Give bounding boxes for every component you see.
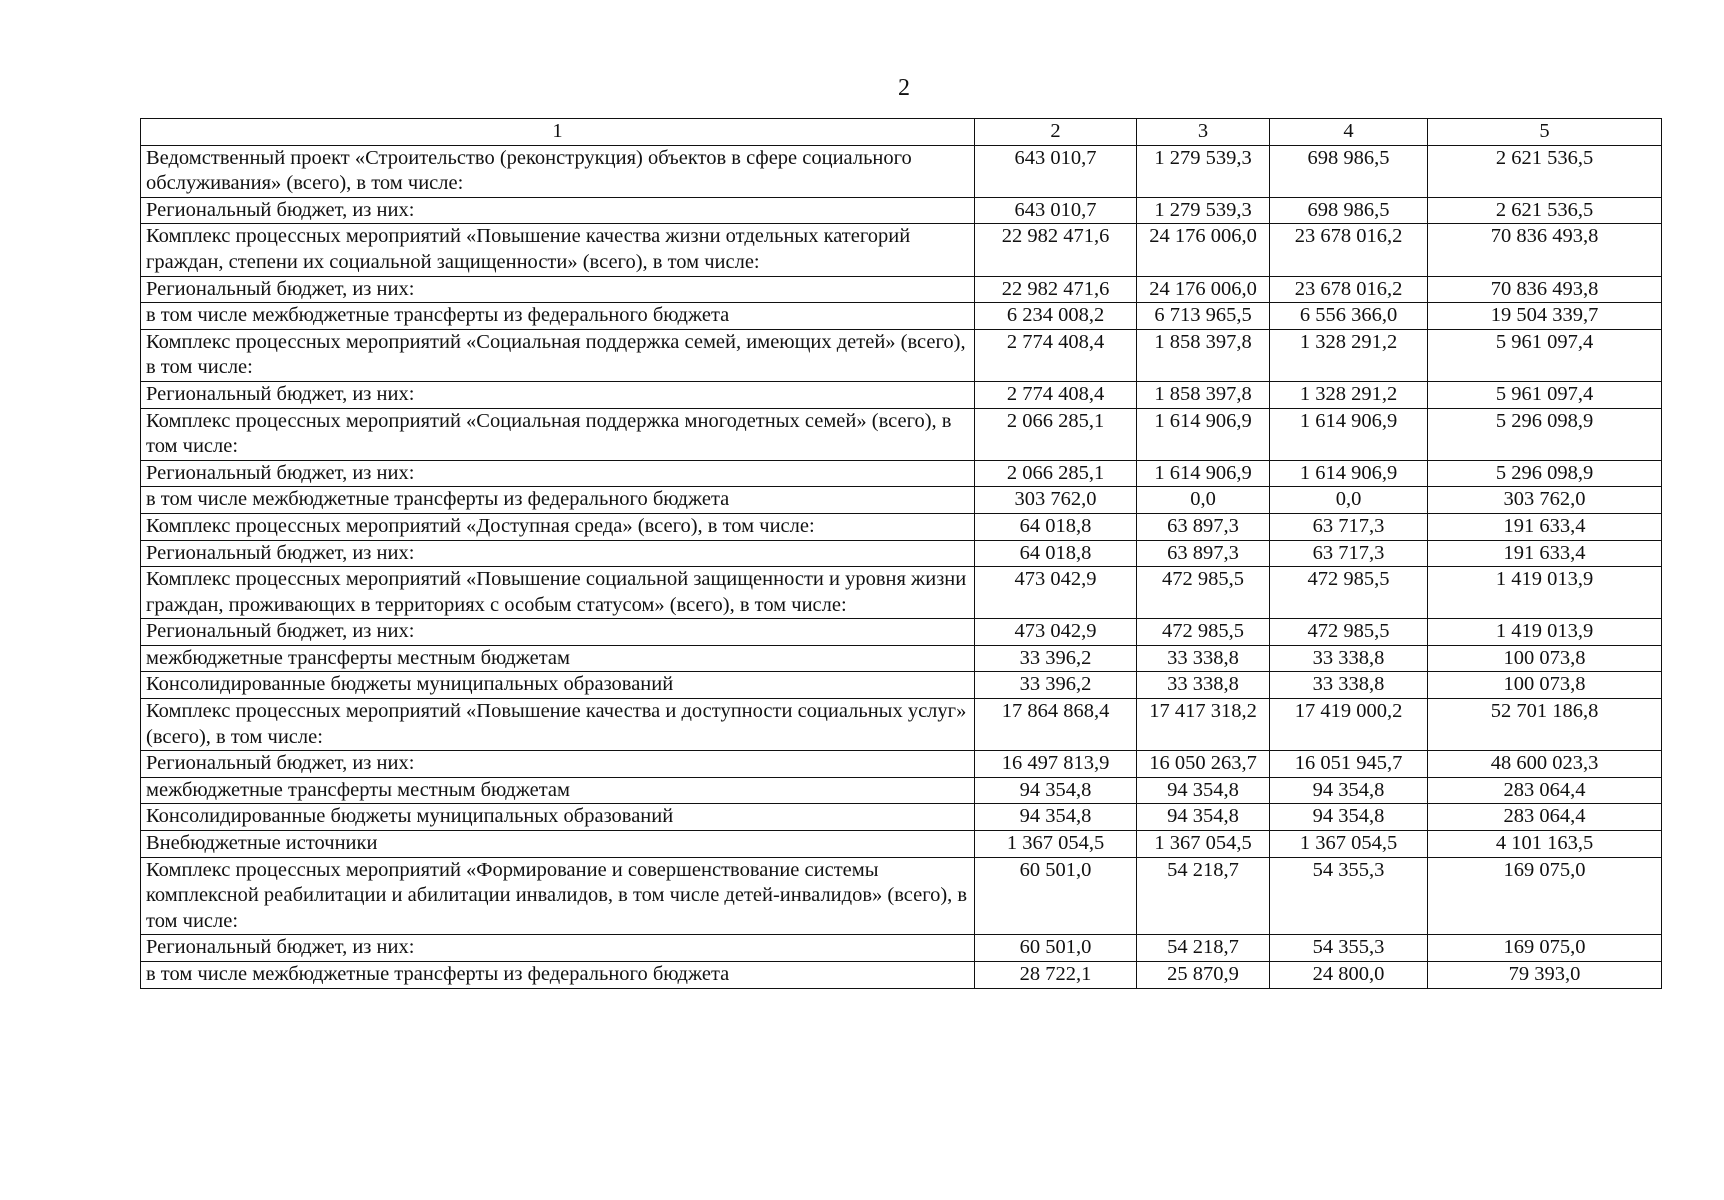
column-header: 4 (1270, 119, 1428, 146)
value-cell: 5 961 097,4 (1428, 381, 1662, 408)
value-cell: 28 722,1 (975, 962, 1137, 989)
value-cell: 1 419 013,9 (1428, 567, 1662, 619)
value-cell: 169 075,0 (1428, 857, 1662, 935)
value-cell: 25 870,9 (1137, 962, 1270, 989)
value-cell: 16 050 263,7 (1137, 751, 1270, 778)
value-cell: 1 614 906,9 (1137, 460, 1270, 487)
value-cell: 1 614 906,9 (1137, 408, 1270, 460)
value-cell: 63 717,3 (1270, 513, 1428, 540)
table-row (141, 672, 1662, 699)
table-row (141, 329, 1662, 381)
value-cell: 54 355,3 (1270, 857, 1428, 935)
value-cell: 79 393,0 (1428, 962, 1662, 989)
value-cell: 22 982 471,6 (975, 276, 1137, 303)
value-cell: 24 176 006,0 (1137, 276, 1270, 303)
table-row (141, 804, 1662, 831)
value-cell: 1 858 397,8 (1137, 381, 1270, 408)
value-cell: 33 396,2 (975, 672, 1137, 699)
value-cell: 283 064,4 (1428, 777, 1662, 804)
row-label: Региональный бюджет, из них: (141, 197, 975, 224)
value-cell: 17 864 868,4 (975, 699, 1137, 751)
value-cell: 472 985,5 (1270, 567, 1428, 619)
table-row (141, 645, 1662, 672)
value-cell: 64 018,8 (975, 513, 1137, 540)
table-row (141, 619, 1662, 646)
value-cell: 643 010,7 (975, 197, 1137, 224)
value-cell: 33 396,2 (975, 645, 1137, 672)
value-cell: 63 897,3 (1137, 513, 1270, 540)
value-cell: 2 621 536,5 (1428, 197, 1662, 224)
value-cell: 54 355,3 (1270, 935, 1428, 962)
table-header (141, 119, 1662, 146)
value-cell: 33 338,8 (1137, 672, 1270, 699)
column-header: 2 (975, 119, 1137, 146)
value-cell: 16 497 813,9 (975, 751, 1137, 778)
row-label: Консолидированные бюджеты муниципальных образований (141, 804, 975, 831)
value-cell: 17 417 318,2 (1137, 699, 1270, 751)
value-cell: 22 982 471,6 (975, 224, 1137, 276)
value-cell: 24 800,0 (1270, 962, 1428, 989)
table-row (141, 224, 1662, 276)
value-cell: 5 296 098,9 (1428, 408, 1662, 460)
value-cell: 2 066 285,1 (975, 408, 1137, 460)
value-cell: 1 367 054,5 (1270, 831, 1428, 858)
value-cell: 23 678 016,2 (1270, 276, 1428, 303)
column-header: 1 (141, 119, 975, 146)
value-cell: 48 600 023,3 (1428, 751, 1662, 778)
table-body (141, 145, 1662, 988)
value-cell: 6 713 965,5 (1137, 303, 1270, 330)
value-cell: 94 354,8 (1270, 777, 1428, 804)
value-cell: 4 101 163,5 (1428, 831, 1662, 858)
value-cell: 33 338,8 (1270, 672, 1428, 699)
table-row (141, 145, 1662, 197)
value-cell: 5 961 097,4 (1428, 329, 1662, 381)
table-row (141, 935, 1662, 962)
value-cell: 283 064,4 (1428, 804, 1662, 831)
value-cell: 1 614 906,9 (1270, 460, 1428, 487)
value-cell: 60 501,0 (975, 935, 1137, 962)
value-cell: 6 556 366,0 (1270, 303, 1428, 330)
table-row (141, 276, 1662, 303)
row-label: Региональный бюджет, из них: (141, 381, 975, 408)
row-label: Региональный бюджет, из них: (141, 460, 975, 487)
row-label: Комплекс процессных мероприятий «Формирование и совершенствование системы комплексной реабилитации и абилитации инвалидов, в том числе детей-инвалидов» (всего), в том числе: (141, 857, 975, 935)
value-cell: 303 762,0 (975, 487, 1137, 514)
value-cell: 1 614 906,9 (1270, 408, 1428, 460)
table-row (141, 303, 1662, 330)
row-label: межбюджетные трансферты местным бюджетам (141, 777, 975, 804)
row-label: Региональный бюджет, из них: (141, 751, 975, 778)
table-row (141, 381, 1662, 408)
row-label: Региональный бюджет, из них: (141, 935, 975, 962)
value-cell: 1 279 539,3 (1137, 197, 1270, 224)
table-row (141, 408, 1662, 460)
value-cell: 17 419 000,2 (1270, 699, 1428, 751)
value-cell: 1 328 291,2 (1270, 329, 1428, 381)
value-cell: 0,0 (1137, 487, 1270, 514)
value-cell: 191 633,4 (1428, 540, 1662, 567)
value-cell: 643 010,7 (975, 145, 1137, 197)
value-cell: 94 354,8 (1137, 777, 1270, 804)
table-row (141, 699, 1662, 751)
table-row (141, 513, 1662, 540)
row-label: Комплекс процессных мероприятий «Социальная поддержка семей, имеющих детей» (всего), в том числе: (141, 329, 975, 381)
table-row (141, 777, 1662, 804)
value-cell: 5 296 098,9 (1428, 460, 1662, 487)
row-label: Региональный бюджет, из них: (141, 276, 975, 303)
value-cell: 1 858 397,8 (1137, 329, 1270, 381)
table-row (141, 962, 1662, 989)
row-label: в том числе межбюджетные трансферты из федерального бюджета (141, 487, 975, 514)
value-cell: 0,0 (1270, 487, 1428, 514)
value-cell: 6 234 008,2 (975, 303, 1137, 330)
row-label: Ведомственный проект «Строительство (реконструкция) объектов в сфере социального обслуживания» (всего), в том числе: (141, 145, 975, 197)
value-cell: 23 678 016,2 (1270, 224, 1428, 276)
value-cell: 472 985,5 (1137, 567, 1270, 619)
table-row (141, 460, 1662, 487)
column-header: 3 (1137, 119, 1270, 146)
budget-table (140, 118, 1662, 989)
column-header: 5 (1428, 119, 1662, 146)
value-cell: 698 986,5 (1270, 197, 1428, 224)
value-cell: 473 042,9 (975, 567, 1137, 619)
row-label: Региональный бюджет, из них: (141, 619, 975, 646)
row-label: в том числе межбюджетные трансферты из федерального бюджета (141, 962, 975, 989)
value-cell: 19 504 339,7 (1428, 303, 1662, 330)
value-cell: 100 073,8 (1428, 672, 1662, 699)
value-cell: 63 717,3 (1270, 540, 1428, 567)
page-number: 2 (898, 75, 910, 101)
row-label: Комплекс процессных мероприятий «Социальная поддержка многодетных семей» (всего), в том числе: (141, 408, 975, 460)
value-cell: 169 075,0 (1428, 935, 1662, 962)
value-cell: 1 367 054,5 (1137, 831, 1270, 858)
row-label: Комплекс процессных мероприятий «Повышение качества жизни отдельных категорий граждан, степени их социальной защищенности» (всего), в том числе: (141, 224, 975, 276)
value-cell: 472 985,5 (1270, 619, 1428, 646)
row-label: в том числе межбюджетные трансферты из федерального бюджета (141, 303, 975, 330)
value-cell: 1 279 539,3 (1137, 145, 1270, 197)
row-label: Комплекс процессных мероприятий «Повышение качества и доступности социальных услуг» (всего), в том числе: (141, 699, 975, 751)
table-row (141, 567, 1662, 619)
value-cell: 698 986,5 (1270, 145, 1428, 197)
value-cell: 33 338,8 (1270, 645, 1428, 672)
table-row (141, 487, 1662, 514)
value-cell: 54 218,7 (1137, 857, 1270, 935)
value-cell: 191 633,4 (1428, 513, 1662, 540)
value-cell: 94 354,8 (1270, 804, 1428, 831)
value-cell: 24 176 006,0 (1137, 224, 1270, 276)
header-row (141, 119, 1662, 146)
value-cell: 1 419 013,9 (1428, 619, 1662, 646)
value-cell: 94 354,8 (975, 777, 1137, 804)
table-row (141, 197, 1662, 224)
table-row (141, 831, 1662, 858)
value-cell: 2 774 408,4 (975, 381, 1137, 408)
value-cell: 303 762,0 (1428, 487, 1662, 514)
row-label: межбюджетные трансферты местным бюджетам (141, 645, 975, 672)
value-cell: 472 985,5 (1137, 619, 1270, 646)
value-cell: 33 338,8 (1137, 645, 1270, 672)
value-cell: 70 836 493,8 (1428, 224, 1662, 276)
table-row (141, 540, 1662, 567)
value-cell: 473 042,9 (975, 619, 1137, 646)
value-cell: 100 073,8 (1428, 645, 1662, 672)
value-cell: 63 897,3 (1137, 540, 1270, 567)
row-label: Комплекс процессных мероприятий «Доступная среда» (всего), в том числе: (141, 513, 975, 540)
value-cell: 60 501,0 (975, 857, 1137, 935)
value-cell: 1 367 054,5 (975, 831, 1137, 858)
row-label: Региональный бюджет, из них: (141, 540, 975, 567)
table-row (141, 751, 1662, 778)
value-cell: 1 328 291,2 (1270, 381, 1428, 408)
value-cell: 70 836 493,8 (1428, 276, 1662, 303)
value-cell: 94 354,8 (975, 804, 1137, 831)
table-row (141, 857, 1662, 935)
row-label: Внебюджетные источники (141, 831, 975, 858)
value-cell: 52 701 186,8 (1428, 699, 1662, 751)
row-label: Консолидированные бюджеты муниципальных образований (141, 672, 975, 699)
value-cell: 54 218,7 (1137, 935, 1270, 962)
value-cell: 2 621 536,5 (1428, 145, 1662, 197)
value-cell: 64 018,8 (975, 540, 1137, 567)
value-cell: 16 051 945,7 (1270, 751, 1428, 778)
value-cell: 94 354,8 (1137, 804, 1270, 831)
value-cell: 2 774 408,4 (975, 329, 1137, 381)
value-cell: 2 066 285,1 (975, 460, 1137, 487)
row-label: Комплекс процессных мероприятий «Повышение социальной защищенности и уровня жизни граждан, проживающих в территориях с особым статусом» (всего), в том числе: (141, 567, 975, 619)
